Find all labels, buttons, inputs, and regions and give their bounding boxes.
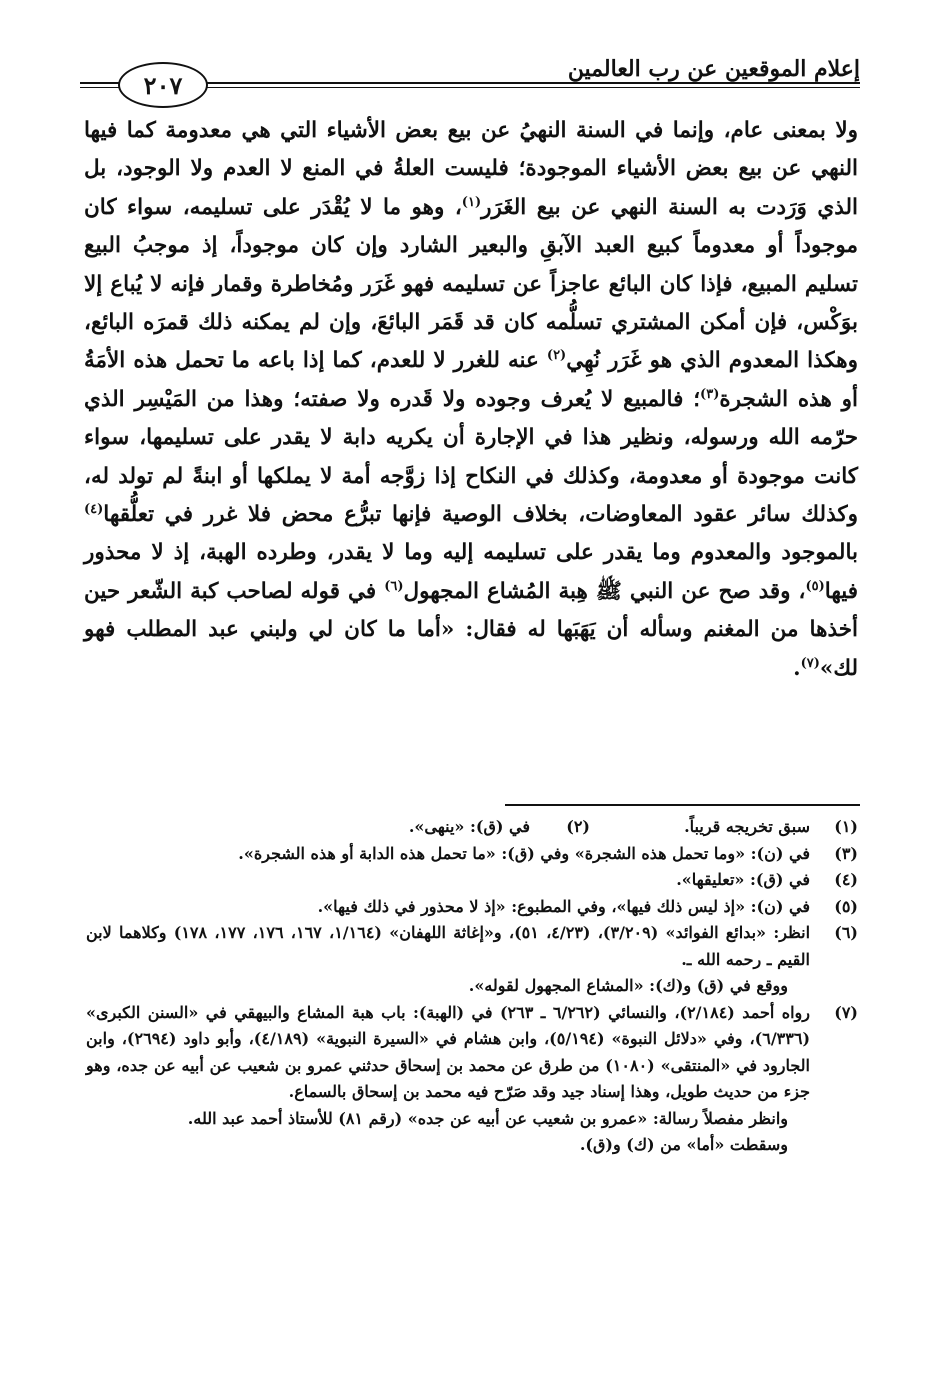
body-text-segment: بالموجود والمعدوم وما يقدر على تسليمه إليه وما لا يقدر، وطرده الهبة، إذ لا محذور فيها [84,540,858,604]
footnote-text: في (ن): «إذ ليس ذلك فيها»، وفي المطبوع: «إذ لا محذور في ذلك فيها». [317,896,810,916]
footnote [86,920,858,973]
footnote-number: (٢) [566,817,590,836]
footnote-ref-5: (٥) [805,578,825,594]
footnote-number: (٧) [834,1002,858,1022]
footnote-separator [505,804,860,806]
footnote [86,841,858,868]
footnote [86,894,858,921]
body-text-segment: ولا بمعنى عام، وإنما في السنة النهيُ عن بيع بعض الأشياء التي هي معدومة كما فيها النهي عن بيع بعض الأشياء الموجودة؛ فليست العلةُ في المنع لا العدم ولا الوجود، بل الذي وَرَدت به السنة النهي عن بيع الغَرَر [84,118,859,220]
footnote-text: سبق تخريجه قريباً. [684,817,810,836]
footnote-text: في (ق): «تعليقها». [676,870,810,889]
footnote-text: في (ن): «وما تحمل هذه الشجرة» وفي (ق): «ما تحمل هذه الدابة أو هذه الشجرة». [238,843,810,863]
footnote-ref-4: (٤) [84,501,104,517]
footnote-ref-2: (٢) [546,348,567,364]
body-text-segment: ، وقد صح عن النبي ﷺ هِبة المُشاع المجهول [403,578,806,604]
footnote-text: رواه أحمد (٢/١٨٤)، والنسائي (٦/٢٦٢ ـ ٢٦٣) في (الهبة): باب هبة المشاع والبيهقي في «السنن الكبرى» (٦/٣٣٦)، وفي «دلائل النبوة» (٥/١٩٤)، وابن هشام في «السيرة النبوية» (٤/١٨٩)، وأبو داود (٢٦٩٤)، وابن الجارود في «المنتقى» (١٠٨٠) من طرق عن محمد بن إسحاق حدثني عمرو بن شعيب عن أبيه عن جده، وهو جزء من حديث طويل، وهذا إسناد جيد وقد صَرّح فيه محمد بن إسحاق بالسماع. [86,1002,811,1101]
body-paragraph [84,112,858,688]
footnote-text: انظر: «بدائع الفوائد» (٣/٢٠٩)، (٤/٢٣، ٥١)، و«إغاثة اللهفان» (١/١٦٤، ١٦٧، ١٧٦، ١٧٧، ١٧٨) وكلاهما لابن القيم ـ رحمه الله ـ. [86,923,811,969]
footnote-ref-3: (٣) [700,386,720,402]
main-body-text [84,112,858,688]
body-text-segment: ؛ فالمبيع لا يُعرف وجوده ولا قَدره ولا صفته؛ وهذا من المَيْسِر الذي حرّمه الله ورسوله، ونظير هذا في الإجارة أن يكريه دابة لا يقدر على تسليمها، سواء كانت موجودة أو معدومة، وكذلك في النكاح إذا زوَّجه أمة لا يملكها أو ابنةً لم تولد له، وكذلك سائر عقود المعاوضات، بخلاف الوصية فإنها تبرُّع محض فلا غرر في تعلُّقها [84,386,858,528]
footnote [86,867,858,894]
footnote-number: (٥) [834,896,858,916]
footnote-ref-6: (٦) [384,578,404,594]
footnote-continuation: وسقطت «أما» من (ك) و(ق). [579,1135,788,1154]
body-text-segment: في قوله لصاحب كبة الشّعر حين أخذها من المغنم وسأله أن يَهَبَها له فقال: «أما ما كان لي ولبني عبد المطلب فهو لك» [84,578,858,681]
footnote-number: (٤) [834,870,858,889]
footnotes-section [86,814,858,1159]
footnote-number: (٣) [834,843,858,863]
footnote-continuation: ووقع في (ق) و(ك): «المشاع المجهول لقوله». [468,976,788,995]
footnote-row [86,814,858,841]
footnote-text: في (ق): «ينهى». [408,817,530,836]
footnote-ref-7: (٧) [800,655,820,671]
body-text-segment: ، وهو ما لا يُقْدَر على تسليمه، سواء كان موجوداً أو معدوماً كبيع العبد الآبقِ والبعير الشارد وإن كان موجوداً، إذ موجبُ البيع تسليم المبيع، فإذا كان البائع عاجزاً عن تسليمه فهو غَرَر ومُخاطرة وقمار فإنه لا يُباع إلا بوَكْس، فإن أمكن المشتري تسلُّمه كان قد قَمَر البائعَ، وإن لم يمكنه ذلك قمرَه البائع، وهكذا المعدوم الذي هو غَرَر نُهِي [84,194,858,374]
footnote-continuation: وانظر مفصلاً رسالة: «عمرو بن شعيب عن أبيه عن جده» (رقم ٨١) للأستاذ أحمد عبد الله. [187,1108,788,1128]
running-header-title: إعلام الموقعين عن رب العالمين [567,56,860,82]
body-text-segment: عنه للغرر لا للعدم، كما إذا باعه ما تحمل هذه الأمَةُ أو هذه الشجرة [84,348,858,412]
footnote-ref-1: (١) [461,194,482,210]
footnote-number: (١) [834,817,858,836]
footnote-number: (٦) [834,923,858,942]
body-text-segment: . [793,655,801,681]
footnote [86,1000,858,1106]
page-number: ٢٠٧ [118,62,208,108]
